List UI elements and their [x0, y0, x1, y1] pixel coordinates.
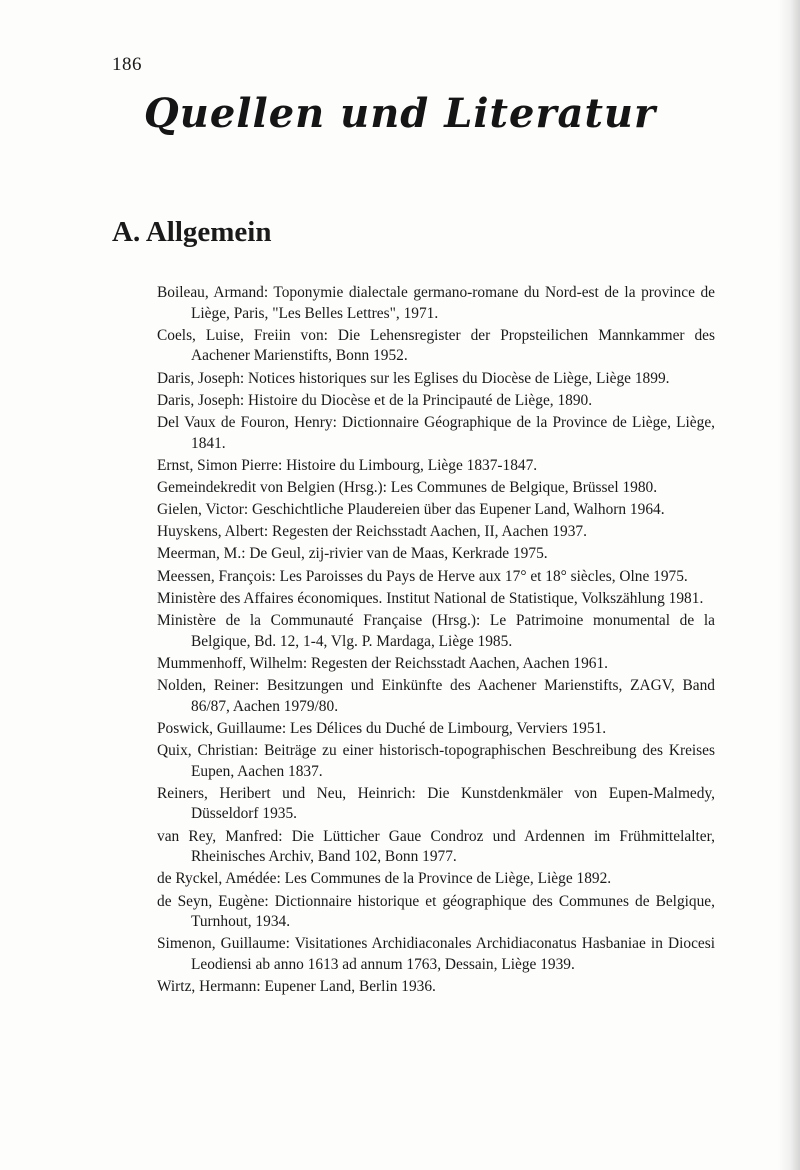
bibliography-list: [157, 283, 715, 999]
bibliography-entry: Daris, Joseph: Notices historiques sur les Eglises du Diocèse de Liège, Liège 1899.: [157, 369, 670, 387]
page-title: Quellen und Literatur: [143, 90, 657, 137]
bibliography-entry: Del Vaux de Fouron, Henry: Dictionnaire Géographique de la Province de Liège, Liège, 1841.: [157, 413, 715, 452]
bibliography-entry: Ministère de la Communauté Française (Hrsg.): Le Patrimoine monumental de la Belgique, Bd. 12, 1-4, Vlg. P. Mardaga, Liège 1985.: [157, 612, 715, 650]
bibliography-entry: van Rey, Manfred: Die Lütticher Gaue Condroz und Ardennen im Frühmittelalter, Rheinisches Archiv, Band 102, Bonn 1977.: [157, 827, 715, 866]
bibliography-entry: Poswick, Guillaume: Les Délices du Duché de Limbourg, Verviers 1951.: [157, 719, 607, 737]
page-number: 186: [112, 54, 142, 75]
section-heading: A. Allgemein: [112, 216, 272, 248]
bibliography-entry: de Ryckel, Amédée: Les Communes de la Province de Liège, Liège 1892.: [157, 870, 612, 888]
bibliography-entry: Ernst, Simon Pierre: Histoire du Limbourg, Liège 1837-1847.: [157, 456, 538, 474]
bibliography-entry: Gemeindekredit von Belgien (Hrsg.): Les Communes de Belgique, Brüssel 1980.: [157, 478, 658, 496]
bibliography-entry: Mummenhoff, Wilhelm: Regesten der Reichsstadt Aachen, Aachen 1961.: [157, 654, 609, 672]
bibliography-entry: Gielen, Victor: Geschichtliche Plaudereien über das Eupener Land, Walhorn 1964.: [157, 501, 665, 519]
bibliography-entry: Daris, Joseph: Histoire du Diocèse et de la Principauté de Liège, 1890.: [157, 391, 593, 409]
bibliography-entry: Coels, Luise, Freiin von: Die Lehensregister der Propsteilichen Mannkammer des Aachener Marienstifts, Bonn 1952.: [157, 326, 715, 365]
bibliography-entry: Ministère des Affaires économiques. Institut National de Statistique, Volkszählung 1981.: [157, 589, 704, 607]
bibliography-entry: Boileau, Armand: Toponymie dialectale germano-romane du Nord-est de la province de Liège, Paris, "Les Belles Lettres", 1971.: [157, 284, 715, 322]
bibliography-entry: Quix, Christian: Beiträge zu einer historisch-topographischen Beschreibung des Kreises Eupen, Aachen 1837.: [157, 741, 715, 780]
bibliography-entry: de Seyn, Eugène: Dictionnaire historique et géographique des Communes de Belgique, Turnhout, 1934.: [157, 892, 715, 931]
bibliography-entry: Simenon, Guillaume: Visitationes Archidiaconales Archidiaconatus Hasbaniae in Diocesi Leodiensi ab anno 1613 ad annum 1763, Dessain, Liège 1939.: [157, 935, 715, 973]
bibliography-entry: Nolden, Reiner: Besitzungen und Einkünfte des Aachener Marienstifts, ZAGV, Band 86/87, Aachen 1979/80.: [157, 677, 715, 715]
bibliography-entry: Meerman, M.: De Geul, zij-rivier van de Maas, Kerkrade 1975.: [157, 545, 548, 563]
bibliography-entry: Reiners, Heribert und Neu, Heinrich: Die Kunstdenkmäler von Eupen-Malmedy, Düsseldorf 1935.: [157, 784, 715, 823]
bibliography-entry: Meessen, François: Les Paroisses du Pays de Herve aux 17° et 18° siècles, Olne 1975.: [157, 567, 688, 585]
page-spine-shadow: [778, 0, 800, 1170]
bibliography-entry: Huyskens, Albert: Regesten der Reichsstadt Aachen, II, Aachen 1937.: [157, 523, 587, 541]
bibliography-entry: Wirtz, Hermann: Eupener Land, Berlin 1936.: [157, 978, 436, 996]
